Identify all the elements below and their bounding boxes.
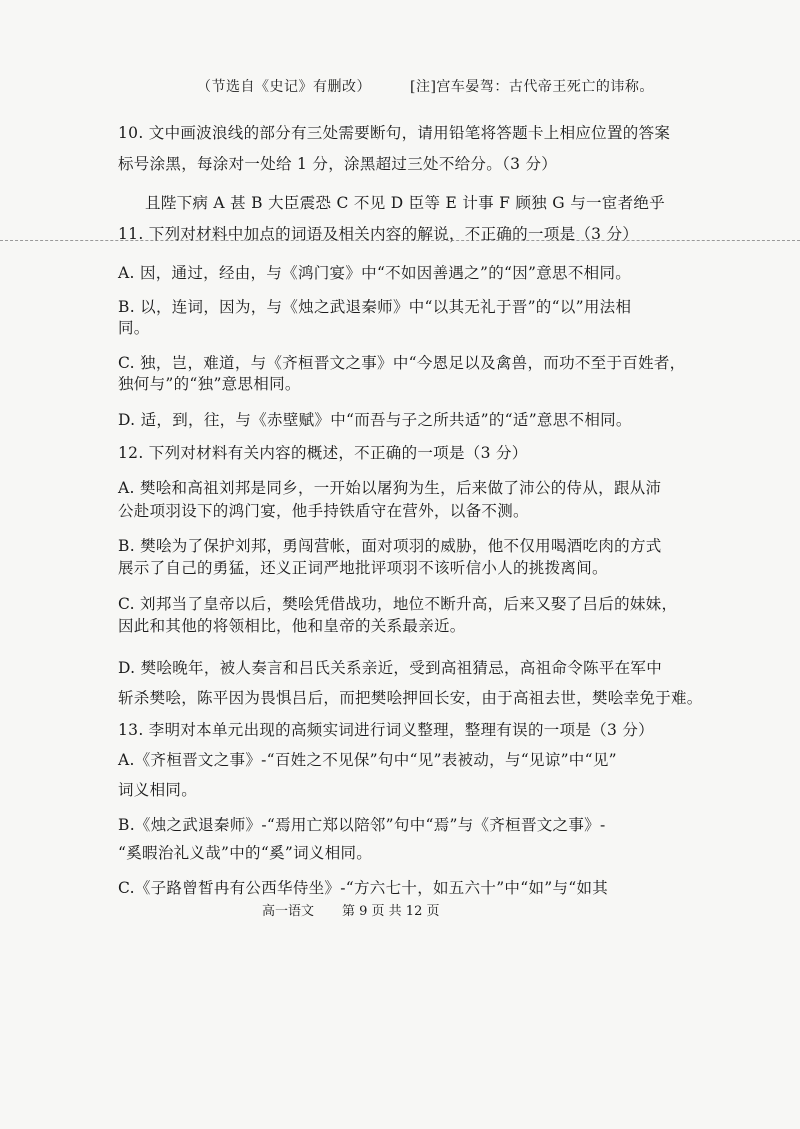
q13-option-a-line1: A.《齐桓晋文之事》-“百姓之不见保”句中“见”表被动，与“见谅”中“见” <box>118 751 617 769</box>
q12-option-b-line2: 展示了自己的勇猛，还义正词严地批评项羽不该听信小人的挑拨离间。 <box>118 559 608 577</box>
q13-option-b-line2: “奚暇治礼义哉”中的“奚”词义相同。 <box>118 844 373 862</box>
q12-option-b-line1: B. 樊哙为了保护刘邦，勇闯营帐，面对项羽的威胁，他不仅用喝酒吃肉的方式 <box>118 537 662 555</box>
gloss-note: [注]宫车晏驾：古代帝王死亡的讳称。 <box>410 79 654 95</box>
footer-subject: 高一语文 <box>262 904 315 919</box>
q11-option-c-line2: 独何与”的“独”意思相同。 <box>118 375 301 393</box>
q13-stem: 13. 李明对本单元出现的高频实词进行词义整理，整理有误的一项是（3 分） <box>118 721 654 739</box>
q11-option-a: A. 因，通过，经由，与《鸿门宴》中“不如因善遇之”的“因”意思不相同。 <box>118 264 632 282</box>
q12-option-c-line1: C. 刘邦当了皇帝以后，樊哙凭借战功，地位不断升高，后来又娶了吕后的妹妹， <box>118 595 678 613</box>
q10-line2: 标号涂黑，每涂对一处给 1 分，涂黑超过三处不给分。（3 分） <box>118 155 558 173</box>
q11-option-c-line1: C. 独，岂，难道，与《齐桓晋文之事》中“今恩足以及禽兽，而功不至于百姓者， <box>118 354 686 372</box>
q13-option-b-line1: B.《烛之武退秦师》-“焉用亡郑以陪邻”句中“焉”与《齐桓晋文之事》- <box>118 816 606 834</box>
q11-stem: 11. 下列对材料中加点的词语及相关内容的解说，不正确的一项是（3 分） <box>118 225 639 243</box>
q12-option-d-line1: D. 樊哙晚年，被人奏言和吕氏关系亲近，受到高祖猜忌，高祖命令陈平在军中 <box>118 659 663 677</box>
q12-option-a-line2: 公赴项羽设下的鸿门宴，他手持铁盾守在营外，以备不测。 <box>118 502 529 520</box>
q10-passage: 且陛下病 A 甚 B 大臣震恐 C 不见 D 臣等 E 计事 F 顾独 G 与一宦者绝乎 <box>145 194 666 212</box>
q11-option-b-line1: B. 以，连词，因为，与《烛之武退秦师》中“以其无礼于晋”的“以”用法相 <box>118 298 632 316</box>
q11-option-d: D. 适，到，往，与《赤壁赋》中“而吾与子之所共适”的“适”意思不相同。 <box>118 411 632 429</box>
footer-page-number: 第 9 页 共 12 页 <box>342 904 440 919</box>
q10-line1: 10. 文中画波浪线的部分有三处需要断句，请用铅笔将答题卡上相应位置的答案 <box>118 124 671 142</box>
q11-option-b-line2: 同。 <box>118 319 150 337</box>
q12-option-a-line1: A. 樊哙和高祖刘邦是同乡，一开始以屠狗为生，后来做了沛公的侍从，跟从沛 <box>118 479 662 497</box>
q13-option-a-line2: 词义相同。 <box>118 781 198 799</box>
q12-option-c-line2: 因此和其他的将领相比，他和皇帝的关系最亲近。 <box>118 617 466 635</box>
source-note: （节选自《史记》有删改） <box>197 79 371 95</box>
q12-option-d-line2: 斩杀樊哙，陈平因为畏惧吕后，而把樊哙押回长安，由于高祖去世，樊哙幸免于难。 <box>118 689 703 707</box>
q13-option-c-line1: C.《子路曾皙冉有公西华侍坐》-“方六七十，如五六十”中“如”与“如其 <box>118 879 609 897</box>
q12-stem: 12. 下列对材料有关内容的概述，不正确的一项是（3 分） <box>118 444 528 462</box>
